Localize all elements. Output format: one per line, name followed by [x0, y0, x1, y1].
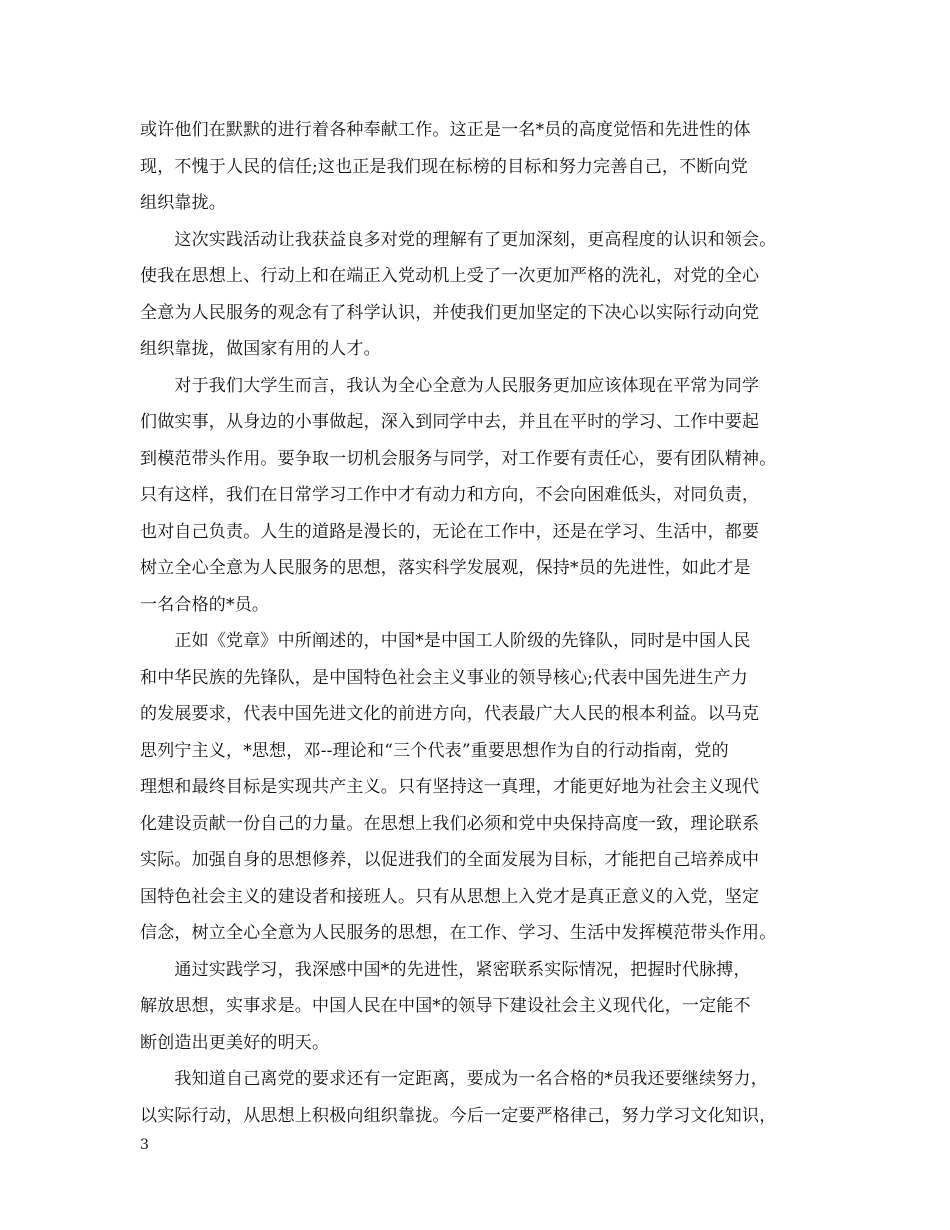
text-line: 解放思想，实事求是。中国人民在中国*的领导下建设社会主义现代化，一定能不	[140, 996, 751, 1016]
text-line: 信念，树立全心全意为人民服务的思想，在工作、学习、生活中发挥模范带头作用。	[140, 923, 777, 943]
text-line: 以实际行动，从思想上积极向组织靠拢。今后一定要严格律己，努力学习文化知识，	[140, 1105, 777, 1126]
text-line: 正如《党章》中所阐述的，中国*是中国工人阶级的先锋队，同时是中国人民	[140, 631, 751, 651]
text-line: 断创造出更美好的明天。	[140, 1032, 330, 1053]
text-line: 国特色社会主义的建设者和接班人。只有从思想上入党才是真正意义的入党，坚定	[140, 886, 760, 907]
text-line: 实际。加强自身的思想修养，以促进我们的全面发展为目标，才能把自己培养成中	[140, 850, 760, 870]
text-line: 现，不愧于人民的信任;这也正是我们现在标榜的目标和努力完善自己，不断向党	[140, 156, 748, 177]
text-line: 和中华民族的先锋队，是中国特色社会主义事业的领导核心;代表中国先进生产力	[140, 667, 748, 688]
text-line: 化建设贡献一份自己的力量。在思想上我们必须和党中央保持高度一致，理论联系	[140, 813, 760, 834]
text-line: 组织靠拢，做国家有用的人才。	[140, 339, 381, 359]
text-line: 组织靠拢。	[140, 193, 226, 213]
text-line: 思列宁主义，*思想，邓--理论和“三个代表”重要思想作为自的行动指南，党的	[140, 740, 729, 761]
text-line: 到模范带头作用。要争取一切机会服务与同学，对工作要有责任心，要有团队精神。	[140, 448, 777, 469]
text-line: 们做实事，从身边的小事做起，深入到同学中去，并且在平时的学习、工作中要起	[140, 412, 760, 432]
text-line: 理想和最终目标是实现共产主义。只有坚持这一真理，才能更好地为社会主义现代	[140, 777, 760, 797]
text-line: 的发展要求，代表中国先进文化的前进方向，代表最广大人民的根本利益。以马克	[140, 704, 760, 724]
page-number: 3	[140, 1137, 149, 1153]
text-line: 对于我们大学生而言，我认为全心全意为人民服务更加应该体现在平常为同学	[140, 375, 760, 396]
text-line: 或许他们在默默的进行着各种奉献工作。这正是一名*员的高度觉悟和先进性的体	[140, 120, 751, 140]
text-line: 全意为人民服务的观念有了科学认识，并使我们更加坚定的下决心以实际行动向党	[140, 302, 760, 323]
text-line: 一名合格的*员。	[140, 594, 270, 615]
text-line: 这次实践活动让我获益良多对党的理解有了更加深刻，更高程度的认识和领会。	[140, 229, 777, 250]
text-line: 树立全心全意为人民服务的思想，落实科学发展观，保持*员的先进性，如此才是	[140, 558, 751, 578]
text-line: 只有这样，我们在日常学习工作中才有动力和方向，不会向困难低头，对同负责，	[140, 485, 760, 505]
text-line: 也对自己负责。人生的道路是漫长的，无论在工作中，还是在学习、生活中，都要	[140, 521, 760, 542]
text-line: 使我在思想上、行动上和在端正入党动机上受了一次更加严格的洗礼，对党的全心	[140, 266, 760, 286]
body-text	[140, 112, 820, 1134]
text-line: 通过实践学习，我深感中国*的先进性，紧密联系实际情况，把握时代脉搏，	[140, 959, 751, 980]
text-line: 我知道自己离党的要求还有一定距离，要成为一名合格的*员我还要继续努力，	[140, 1069, 768, 1089]
